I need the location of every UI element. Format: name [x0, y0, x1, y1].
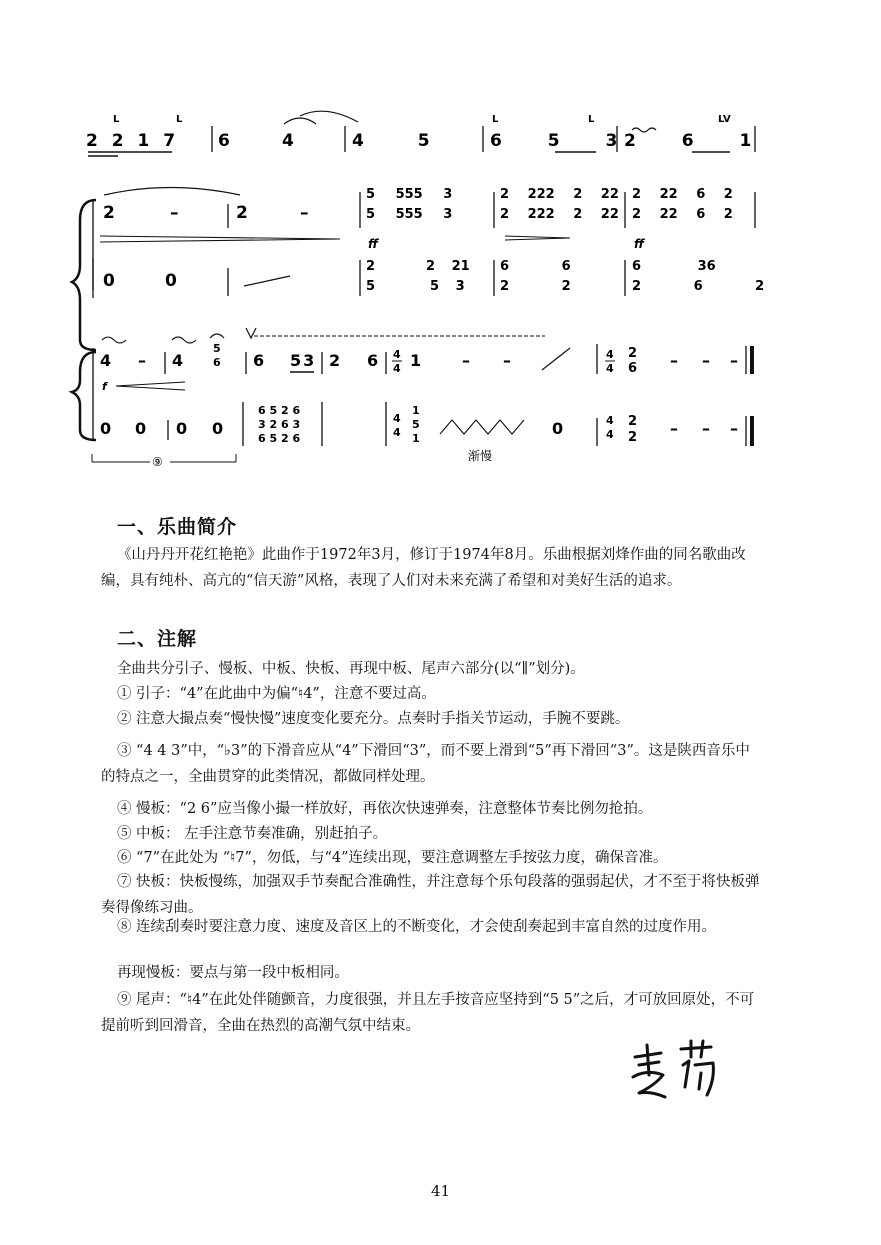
line2-chord-2-bottom: 2 222 2 22: [500, 207, 619, 222]
handwritten-signature: [625, 1035, 725, 1105]
line3-roll-2: 3 2 6 3: [258, 418, 301, 431]
line2-chord-3-bottom: 2 22 6 2: [632, 207, 733, 222]
line3-lower-chord-1: 1: [412, 404, 420, 417]
note-6: ⑥ “7”在此处为 “♮7”，勿低，与“4”连续出现，要注意调整左手按弦力度，确保音准。: [116, 850, 668, 866]
line2-upper-3: 2: [236, 203, 248, 223]
line3-upper-9: 1: [410, 351, 422, 370]
line2-lower-2: 0: [165, 271, 177, 291]
line3-lower-1: 0: [100, 419, 112, 438]
line3-upper-7: 2: [329, 351, 341, 370]
page-number: 41: [430, 1182, 451, 1200]
line1-group-3: 4: [282, 131, 294, 151]
note-reprise: 再现慢板：要点与第一段中板相同。: [116, 965, 349, 981]
line3-roll-3: 6 5 2 6: [258, 432, 301, 445]
line3-lower-8: –: [730, 419, 738, 438]
section2-title: 二、注解: [117, 628, 198, 650]
line3-lower-5: 0: [552, 419, 564, 438]
note-1: ① 引子：“4”在此曲中为偏“♮4”，注意不要过高。: [116, 686, 436, 702]
line2-upper-2: –: [170, 203, 179, 223]
line2-lower-bottom-4: 2 6 2: [632, 279, 765, 294]
line1-gliss-2: L: [176, 114, 183, 125]
section1-title: 一、乐曲简介: [117, 516, 238, 538]
line3-lower-2: 0: [135, 419, 147, 438]
line3-lower-end-chord-bottom: 2: [628, 430, 638, 445]
line3-upper-2: –: [138, 351, 146, 370]
line2-lower-bottom-1: 5: [366, 279, 376, 294]
line2-upper-4: –: [300, 203, 309, 223]
note-2: ② 注意大撮点奏“慢快慢”速度变化要充分。点奏时手指关节运动，手腕不要跳。: [116, 711, 630, 727]
line3-upper-low-1: 6: [213, 356, 221, 369]
line2-lower-5: 6 36: [632, 259, 716, 274]
line3-upper-10: –: [462, 351, 470, 370]
line3-lower-4: 0: [212, 419, 224, 438]
line2-lower-2-top: 2: [366, 259, 376, 274]
line2-upper-1: 2: [103, 203, 115, 223]
line2-chord-1-top: 5 555 3: [366, 187, 453, 202]
note-8: ⑧ 连续刮奏时要注意力度、速度及音区上的不断变化，才会使刮奏起到丰富自然的过度作用。: [116, 919, 717, 935]
line3-upper-6: 53: [290, 351, 317, 370]
line3-lower-7: –: [702, 419, 710, 438]
music-score: [0, 0, 881, 480]
line3-time-sig-top: 4: [393, 348, 401, 361]
line3-upper-12: 2: [628, 346, 638, 361]
line3-dynamic: f: [102, 380, 107, 393]
line3-lower-chord-3: 1: [412, 432, 420, 445]
line3-upper-14: –: [702, 351, 710, 370]
note-overview: 全曲共分引子、慢板、中板、快板、再现中板、尾声六部分(以“∥”划分)。: [116, 661, 585, 677]
score-line-3: [72, 328, 754, 469]
line2-lower-3: 2 21: [426, 259, 470, 274]
line3-lower-time-bottom: 4: [393, 426, 401, 439]
line3-lower-end-time-top: 4: [606, 414, 614, 427]
note-3: ③ “4 4 3”中，“♭3”的下滑音应从“4”下滑回“3”，而不要上滑到“5”再下滑回“3”。这是陕西音乐中的特点之一，全曲贯穿的此类情况，都做同样处理。: [101, 743, 750, 785]
line2-lower-bottom-2: 5 3: [430, 279, 465, 294]
line3-tempo-word: 渐慢: [468, 449, 493, 463]
line1-group-6: 2 6 1: [624, 131, 752, 151]
line3-upper-8: 6: [367, 351, 379, 370]
line2-chord-3-top: 2 22 6 2: [632, 187, 733, 202]
line2-dynamic-2: ff: [634, 237, 644, 251]
line3-upper-11: –: [503, 351, 511, 370]
line3-upper-4: 5: [213, 342, 221, 355]
line1-gliss-3: L: [492, 114, 499, 125]
note-5: ⑤ 中板： 左手注意节奏准确，别赶拍子。: [116, 826, 388, 842]
line3-lower-end-time-bottom: 4: [606, 428, 614, 441]
line2-dynamic-1: ff: [368, 237, 378, 251]
line2-lower-bottom-3: 2 2: [500, 279, 571, 294]
line2-chord-2-top: 2 222 2 22: [500, 187, 619, 202]
line3-lower-chord-2: 5: [412, 418, 420, 431]
line1-gliss-1: L: [113, 114, 120, 125]
line3-upper-15: –: [730, 351, 738, 370]
note-4: ④ 慢板：“2 6”应当像小撮一样放好，再依次快速弹奏，注意整体节奏比例勿抢拍。: [116, 801, 653, 817]
section1-body: 《山丹丹开花红艳艳》此曲作于1972年3月，修订于1974年8月。乐曲根据刘烽作曲的同名歌曲改编，具有纯朴、高亢的“信天游”风格，表现了人们对未来充满了希望和对美好生活的追求。: [101, 547, 746, 589]
line3-lower-end-chord-top: 2: [628, 414, 638, 429]
line3-lower-3: 0: [176, 419, 188, 438]
line1-gliss-4: L: [588, 114, 595, 125]
line3-upper-3: 4: [172, 351, 184, 370]
line2-lower-1: 0: [103, 271, 115, 291]
line3-end-time-bottom: 4: [606, 362, 614, 375]
line3-upper-1: 4: [100, 351, 112, 370]
line3-upper-12-low: 6: [628, 361, 638, 376]
line1-group-4: 4 5: [352, 131, 430, 151]
line3-lower-time-top: 4: [393, 412, 401, 425]
line2-lower-4: 6 6: [500, 259, 571, 274]
line3-lower-6: –: [670, 419, 678, 438]
line1-group-2: 6: [218, 131, 230, 151]
line1-group-1: 2 2 1 7: [86, 131, 180, 151]
line2-chord-1-bottom: 5 555 3: [366, 207, 453, 222]
line3-bracket-label: ⑨: [152, 455, 163, 469]
line3-time-sig-bottom: 4: [393, 362, 401, 375]
line3-upper-13: –: [670, 351, 678, 370]
note-9: ⑨ 尾声：“♮4”在此处伴随颤音，力度很强，并且左手按音应坚持到“5 5”之后，才可放回原处，不可提前听到回滑音，全曲在热烈的高潮气氛中结束。: [101, 992, 755, 1034]
line1-gliss-5: LV: [718, 114, 731, 125]
note-7: ⑦ 快板：快板慢练，加强双手节奏配合准确性，并注意每个乐句段落的强弱起伏，才不至于将快板弹奏得像练习曲。: [101, 874, 760, 916]
line3-roll-1: 6 5 2 6: [258, 404, 301, 417]
line3-end-time-top: 4: [606, 348, 614, 361]
score-line-1: [86, 111, 755, 156]
line3-upper-5: 6: [253, 351, 265, 370]
line1-group-5: 6 5 3: [490, 131, 618, 151]
score-line-2: [72, 187, 764, 350]
